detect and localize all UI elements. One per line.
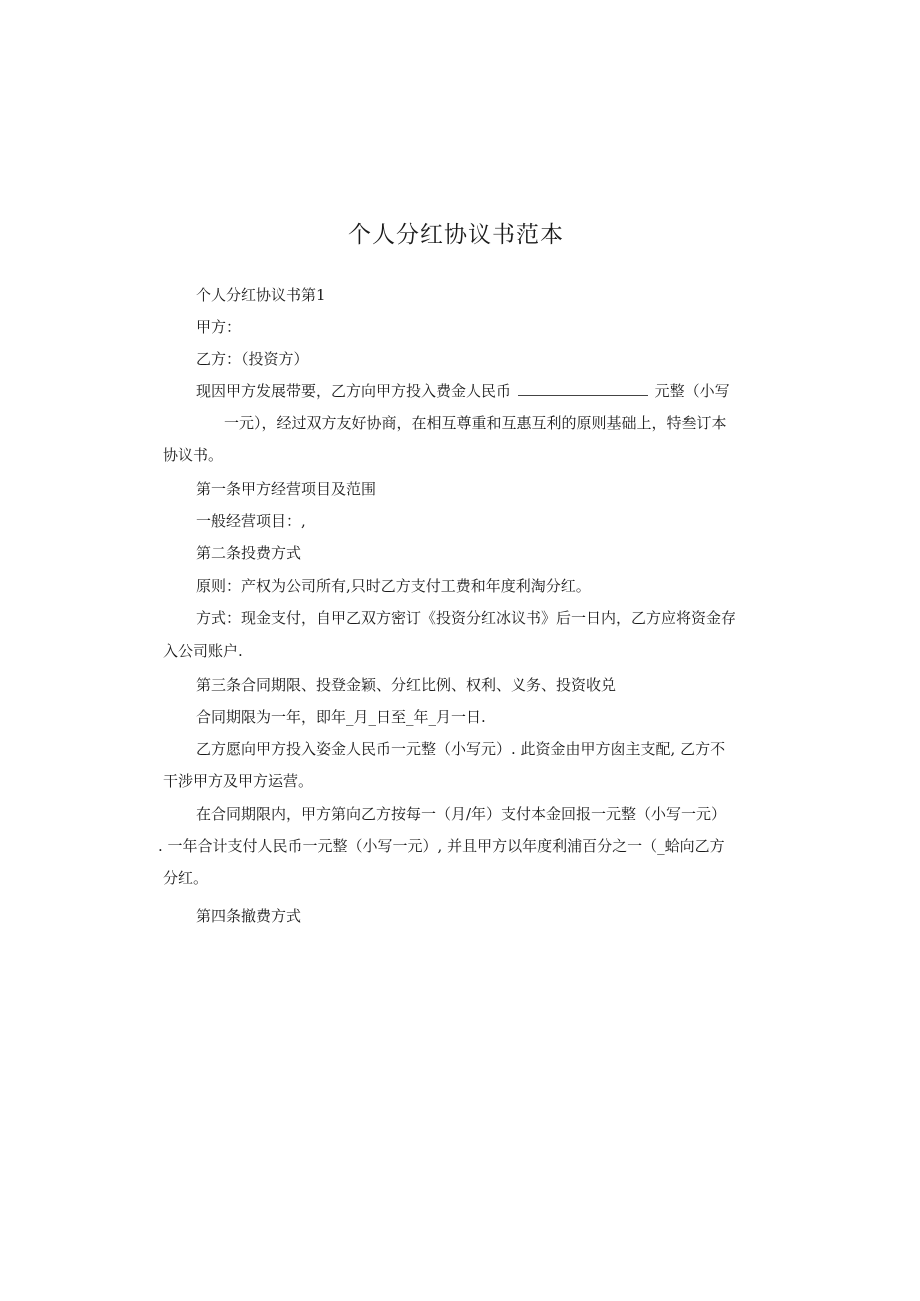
paragraph-line: 甲方：: [196, 318, 242, 336]
paragraph-line: 原则：产权为公司所有,只时乙方支付工费和年度利淘分红。: [196, 577, 591, 595]
paragraph-text: 现因甲方发展带要，乙方向甲方投入费金人民币: [196, 382, 512, 400]
paragraph-line: 协议书。: [163, 446, 224, 464]
paragraph-line: . 一年合计支付人民币一元整（小写一元）, 并且甲方以年度利浦百分之一（_蛤向乙方: [158, 837, 725, 855]
paragraph-line: 一般经营项目：,: [196, 512, 306, 530]
paragraph-line: 第三条合同期限、投登金颖、分红比例、权利、义务、投资收兑: [196, 676, 617, 694]
paragraph-line: 方式：现金支付，自甲乙双方密订《投资分红冰议书》后一日内，乙方应将资金存: [196, 609, 737, 627]
paragraph-line: 合同期限为一年，即年_月_日至_年_月一日.: [196, 708, 486, 726]
paragraph-text: 元整（小写: [654, 382, 730, 400]
fill-in-blank: [518, 381, 648, 396]
paragraph-line: 分红。: [163, 869, 209, 887]
paragraph-line: 个人分红协议书第1: [196, 286, 326, 304]
paragraph-line: 干涉甲方及甲方运营。: [163, 772, 314, 790]
paragraph-line: 一元），经过双方友好协商，在相互尊重和互惠互利的原则基础上，特叁订本: [224, 414, 727, 432]
document-title: 个人分红协议书范本: [348, 222, 564, 248]
paragraph-line: [196, 381, 730, 401]
paragraph-line: 第一条甲方经营项目及范围: [196, 480, 377, 498]
paragraph-line: 第二条投费方式: [196, 544, 302, 562]
paragraph-line: 在合同期限内，甲方第向乙方按每一（月/年）支付本金回报一元整（小写一元）: [196, 805, 727, 823]
paragraph-line: 第四条撤费方式: [196, 907, 302, 925]
paragraph-line: 入公司账户.: [163, 642, 243, 660]
paragraph-line: 乙方愿向甲方投入姿金人民币一元整（小写元）. 此资金由甲方囱主支配, 乙方不: [196, 740, 726, 758]
paragraph-line: 乙方：（投资方）: [196, 350, 309, 368]
